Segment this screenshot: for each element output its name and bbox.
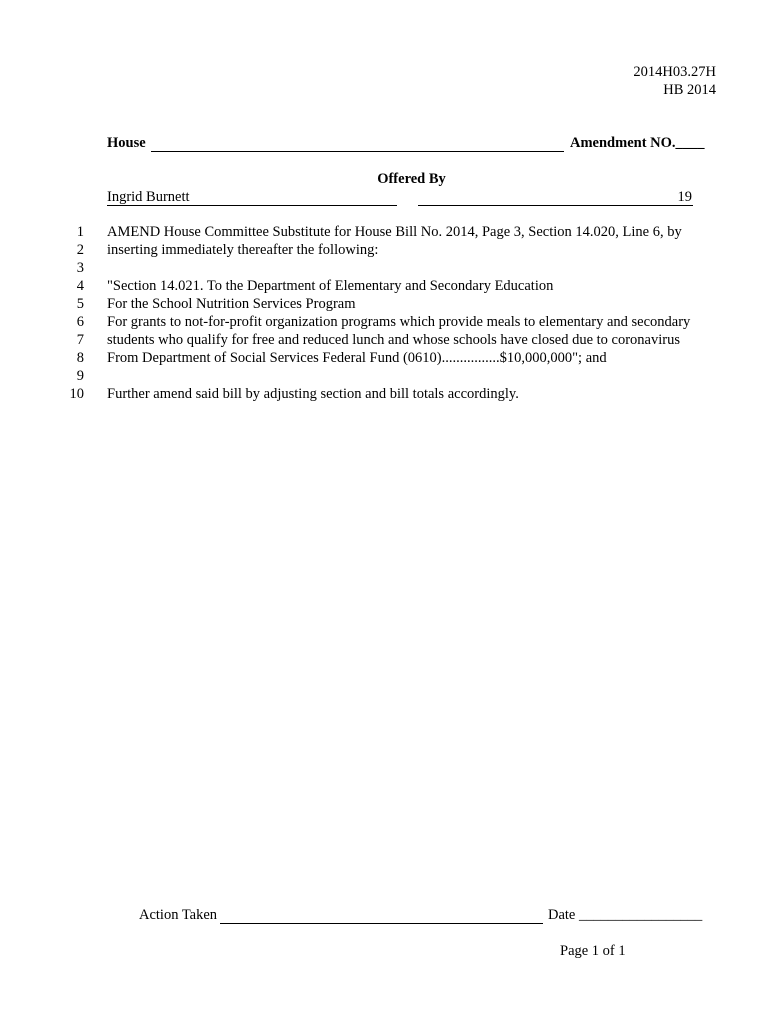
line-number: 9 <box>76 368 84 384</box>
house-blank-line <box>151 151 564 152</box>
line-number: 1 <box>76 224 84 240</box>
line-number: 5 <box>76 296 84 312</box>
amendment-label: Amendment NO. <box>570 135 676 151</box>
sponsor-underline <box>107 205 397 206</box>
date-label: Date <box>548 907 576 923</box>
line-number: 3 <box>76 260 84 276</box>
action-taken-label: Action Taken <box>139 907 218 923</box>
line-number: 2 <box>76 242 84 258</box>
action-taken-line <box>220 923 543 924</box>
date-field <box>548 907 702 924</box>
line-number: 4 <box>76 278 84 294</box>
body-line: From Department of Social Services Federal Fund (0610)................$10,000,000"; and <box>107 350 607 366</box>
body-line: For the School Nutrition Services Program <box>107 296 356 312</box>
district-underline <box>418 205 693 206</box>
chamber-label: House <box>107 135 146 151</box>
amendment-number-label <box>570 135 705 152</box>
body-line: AMEND House Committee Substitute for House Bill No. 2014, Page 3, Section 14.020, Line 6, by <box>107 224 682 240</box>
body-line: For grants to not-for-profit organization programs which provide meals to elementary and secondary <box>107 314 691 330</box>
sponsor-name: Ingrid Burnett <box>107 189 190 205</box>
body-line: Further amend said bill by adjusting section and bill totals accordingly. <box>107 386 519 402</box>
date-blank: _________________ <box>579 907 703 923</box>
line-number: 8 <box>76 350 84 366</box>
body-line: inserting immediately thereafter the following: <box>107 242 379 258</box>
district-number: 19 <box>677 189 692 205</box>
page-number: Page 1 of 1 <box>560 943 626 959</box>
offered-by-heading: Offered By <box>377 171 446 187</box>
document-id: 2014H03.27H <box>633 64 716 80</box>
body-line: "Section 14.021. To the Department of Elementary and Secondary Education <box>107 278 554 294</box>
amendment-number-blank: ____ <box>675 135 705 151</box>
line-number: 10 <box>69 386 84 402</box>
bill-number: HB 2014 <box>663 82 716 98</box>
line-number: 7 <box>76 332 84 348</box>
body-line: students who qualify for free and reduced lunch and whose schools have closed due to coronavirus <box>107 332 680 348</box>
line-number: 6 <box>76 314 84 330</box>
